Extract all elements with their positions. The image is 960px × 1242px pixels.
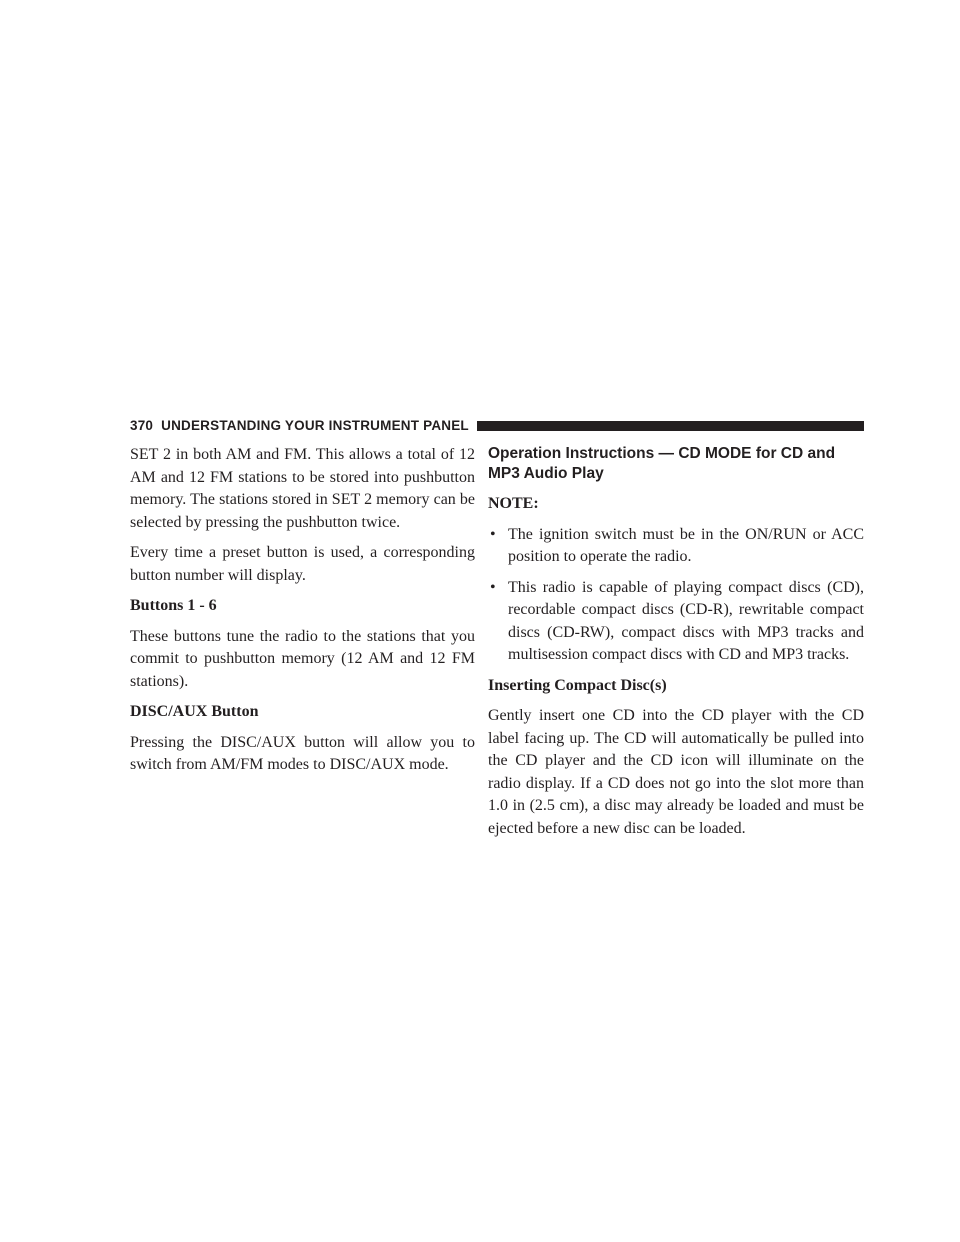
page-number: 370 <box>130 418 154 433</box>
bullet-text-ignition: The ignition switch must be in the ON/RUN or ACC position to operate the radio. <box>508 525 864 565</box>
paragraph-set2: SET 2 in both AM and FM. This allows a total of 12 AM and 12 FM stations to be stored into pushbutton memory. The stations stored in SET 2 memory can be selected by pressing the pushbutton twice. <box>130 446 475 531</box>
bullet-marker: • <box>490 578 496 596</box>
left-column <box>130 444 475 785</box>
paragraph-buttons: These buttons tune the radio to the stations that you commit to pushbutton memory (12 AM and 12 FM stations). <box>130 627 475 690</box>
note-label: NOTE: <box>488 495 539 512</box>
header-rule <box>477 421 864 431</box>
heading-buttons-1-6: Buttons 1 - 6 <box>130 597 217 614</box>
heading-disc-aux: DISC/AUX Button <box>130 703 259 720</box>
section-title-cd-mode: Operation Instructions — CD MODE for CD and MP3 Audio Play <box>488 445 836 482</box>
note-bullet-list <box>488 524 864 667</box>
paragraph-inserting: Gently insert one CD into the CD player with the CD label facing up. The CD will automatically be pulled into the CD player and the CD icon will illuminate on the radio display. If a CD does not go into the slot more than 1.0 in (2.5 cm), a disc may already be loaded and must be ejected before a new disc can be loaded. <box>488 707 864 837</box>
section-header-title: UNDERSTANDING YOUR INSTRUMENT PANEL <box>161 418 469 433</box>
right-column <box>488 444 864 848</box>
bullet-marker: • <box>490 525 496 543</box>
list-item <box>488 577 864 667</box>
heading-inserting-cd: Inserting Compact Disc(s) <box>488 676 667 694</box>
page-header <box>130 416 864 435</box>
bullet-text-disc-types: This radio is capable of playing compact discs (CD), recordable compact discs (CD-R), rewritable compact discs (CD-RW), compact discs with MP3 tracks and multisession compact discs with CD and MP3 tracks. <box>508 578 864 663</box>
paragraph-preset: Every time a preset button is used, a corresponding button number will display. <box>130 544 475 584</box>
list-item <box>488 524 864 569</box>
paragraph-disc-aux: Pressing the DISC/AUX button will allow you to switch from AM/FM modes to DISC/AUX mode. <box>130 733 475 773</box>
